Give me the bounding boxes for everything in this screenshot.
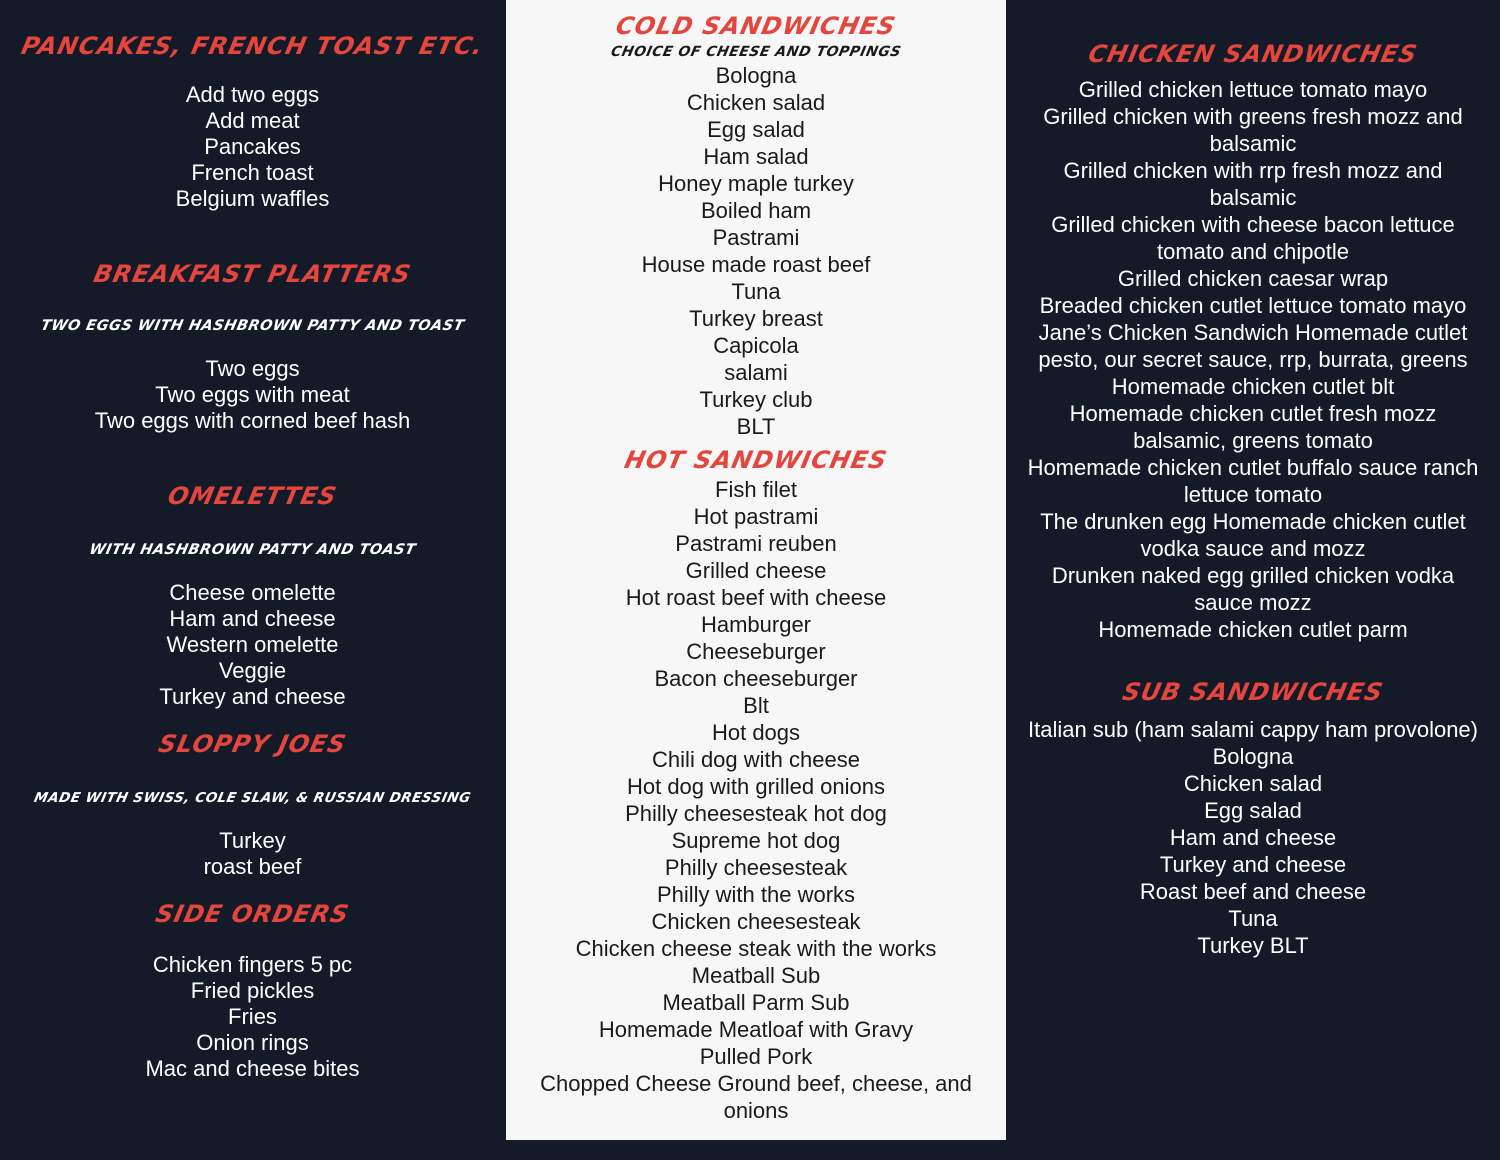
menu-item: Chicken salad [1183, 771, 1323, 796]
chicken-list [1006, 76, 1500, 643]
menu-item: Capicola [713, 333, 799, 358]
hot-list [506, 476, 1006, 1124]
sloppy-subtitle: MADE WITH SWISS, COLE SLAW, & RUSSIAN DRESSING [32, 790, 473, 806]
menu-item: Grilled chicken with cheese bacon lettuce tomato and chipotle [1051, 212, 1455, 264]
menu-item: Homemade chicken cutlet blt [1111, 374, 1395, 399]
menu-item: roast beef [203, 854, 302, 879]
menu-item: Bologna [1212, 744, 1294, 769]
menu-item: The drunken egg Homemade chicken cutlet vodka sauce and mozz [1040, 509, 1466, 561]
menu-item: Philly cheesesteak [664, 855, 848, 880]
menu-item: Blt [743, 693, 769, 718]
menu-item: Grilled chicken with rrp fresh mozz and balsamic [1063, 158, 1443, 210]
menu-item: Ham and cheese [169, 606, 336, 631]
menu-item: Grilled chicken with greens fresh mozz and balsamic [1043, 104, 1463, 156]
menu-item: Homemade Meatloaf with Gravy [598, 1017, 914, 1042]
menu-item: Cheese omelette [169, 580, 336, 605]
menu-item: Two eggs with corned beef hash [94, 408, 411, 433]
sloppy-heading: SLOPPY JOES [155, 730, 350, 758]
menu-item: Boiled ham [700, 198, 812, 223]
menu-item: Bologna [715, 63, 797, 88]
menu-item: Turkey and cheese [1159, 852, 1347, 877]
menu-item: Grilled chicken caesar wrap [1117, 266, 1389, 291]
menu-item: Supreme hot dog [671, 828, 841, 853]
breakfast-section [0, 258, 505, 434]
menu-item: BLT [736, 414, 776, 439]
menu-item: Meatball Parm Sub [662, 990, 850, 1015]
menu-item: Hot pastrami [693, 504, 819, 529]
menu-item: Philly cheesesteak hot dog [625, 801, 887, 826]
menu-item: Ham and cheese [1169, 825, 1337, 850]
subs-heading: SUB SANDWICHES [1119, 678, 1387, 706]
menu-item: Chopped Cheese Ground beef, cheese, and onions [540, 1071, 972, 1123]
menu-item: Chicken cheese steak with the works [575, 936, 937, 961]
menu-item: Pulled Pork [699, 1044, 813, 1069]
omelettes-heading: OMELETTES [165, 482, 340, 510]
subs-section [1006, 676, 1500, 959]
menu-item: Western omelette [166, 632, 339, 657]
menu-item: Bacon cheeseburger [654, 666, 858, 691]
menu-item: Jane’s Chicken Sandwich Homemade cutlet pesto, our secret sauce, rrp, burrata, greens [1038, 320, 1468, 372]
menu-item: Homemade chicken cutlet buffalo sauce ranch lettuce tomato [1027, 455, 1479, 507]
menu-item: Onion rings [196, 1030, 309, 1055]
cold-list [506, 62, 1006, 440]
menu-item: Fries [228, 1004, 277, 1029]
menu-item: Chicken salad [686, 90, 826, 115]
menu-item: Egg salad [1204, 798, 1302, 823]
menu-item: Pancakes [204, 134, 301, 159]
menu-item: Add two eggs [185, 82, 320, 107]
menu-item: Turkey breast [689, 306, 823, 331]
menu-item: Pastrami [712, 225, 800, 250]
chicken-section [1006, 38, 1500, 643]
breakfast-heading: BREAKFAST PLATTERS [91, 260, 414, 288]
menu-item: Tuna [731, 279, 781, 304]
sides-heading: SIDE ORDERS [153, 900, 352, 928]
menu-item: Mac and cheese bites [145, 1056, 360, 1081]
omelettes-subtitle: WITH HASHBROWN PATTY AND TOAST [87, 542, 418, 558]
menu-item: Chicken fingers 5 pc [152, 952, 353, 977]
menu-item: Homemade chicken cutlet fresh mozz balsamic, greens tomato [1069, 401, 1437, 453]
menu-item: Chili dog with cheese [652, 747, 860, 772]
sloppy-section [0, 728, 505, 880]
menu-item: Honey maple turkey [658, 171, 854, 196]
menu-item: Turkey club [699, 387, 813, 412]
hot-heading: HOT SANDWICHES [622, 446, 890, 474]
menu-item: Roast beef and cheese [1139, 879, 1367, 904]
breakfast-list [0, 356, 505, 434]
breakfast-subtitle: TWO EGGS WITH HASHBROWN PATTY AND TOAST [39, 318, 466, 334]
menu-item: Philly with the works [656, 882, 856, 907]
menu-item: Fish filet [715, 477, 797, 502]
menu-item: Add meat [205, 108, 300, 133]
omelettes-list [0, 580, 505, 710]
chicken-heading: CHICKEN SANDWICHES [1085, 40, 1421, 68]
menu-item: Drunken naked egg grilled chicken vodka sauce mozz [1051, 563, 1455, 615]
menu-item: Egg salad [707, 117, 805, 142]
menu-item: Meatball Sub [691, 963, 821, 988]
menu-item: Hamburger [700, 612, 812, 637]
pancakes-list [0, 82, 505, 212]
menu-item: Hot dog with grilled onions [626, 774, 886, 799]
cold-subtitle: CHOICE OF CHEESE AND TOPPINGS [609, 44, 903, 60]
middle-panel [506, 0, 1006, 1140]
menu-item: Veggie [218, 658, 287, 683]
menu-item: Italian sub (ham salami cappy ham provolone) [1027, 717, 1478, 742]
menu-item: Breaded chicken cutlet lettuce tomato mayo [1039, 293, 1467, 318]
menu-item: Pastrami reuben [675, 531, 837, 556]
menu-item: Chicken cheesesteak [651, 909, 861, 934]
menu-item: Turkey [219, 828, 286, 853]
menu-item: Belgium waffles [175, 186, 330, 211]
cold-heading: COLD SANDWICHES [613, 12, 899, 40]
sides-section [0, 898, 505, 1082]
menu-item: Turkey and cheese [159, 684, 346, 709]
menu-item: Homemade chicken cutlet parm [1098, 617, 1408, 642]
menu-item: Two eggs [205, 356, 300, 381]
menu-item: Tuna [1228, 906, 1278, 931]
menu-item: salami [724, 360, 788, 385]
menu-item: Turkey BLT [1197, 933, 1309, 958]
menu-item: House made roast beef [641, 252, 871, 277]
menu-item: French toast [191, 160, 314, 185]
pancakes-section [0, 30, 505, 212]
menu-item: Cheeseburger [686, 639, 826, 664]
subs-list [1006, 716, 1500, 959]
menu-item: Two eggs with meat [155, 382, 350, 407]
menu-item: Grilled cheese [685, 558, 827, 583]
menu-item: Hot roast beef with cheese [625, 585, 887, 610]
sides-list [0, 952, 505, 1082]
sloppy-list [0, 828, 505, 880]
pancakes-heading: PANCAKES, FRENCH TOAST ETC. [18, 32, 487, 60]
menu-item: Grilled chicken lettuce tomato mayo [1078, 77, 1428, 102]
menu-item: Ham salad [703, 144, 809, 169]
menu-item: Hot dogs [711, 720, 801, 745]
menu-item: Fried pickles [190, 978, 315, 1003]
omelettes-section [0, 480, 505, 710]
